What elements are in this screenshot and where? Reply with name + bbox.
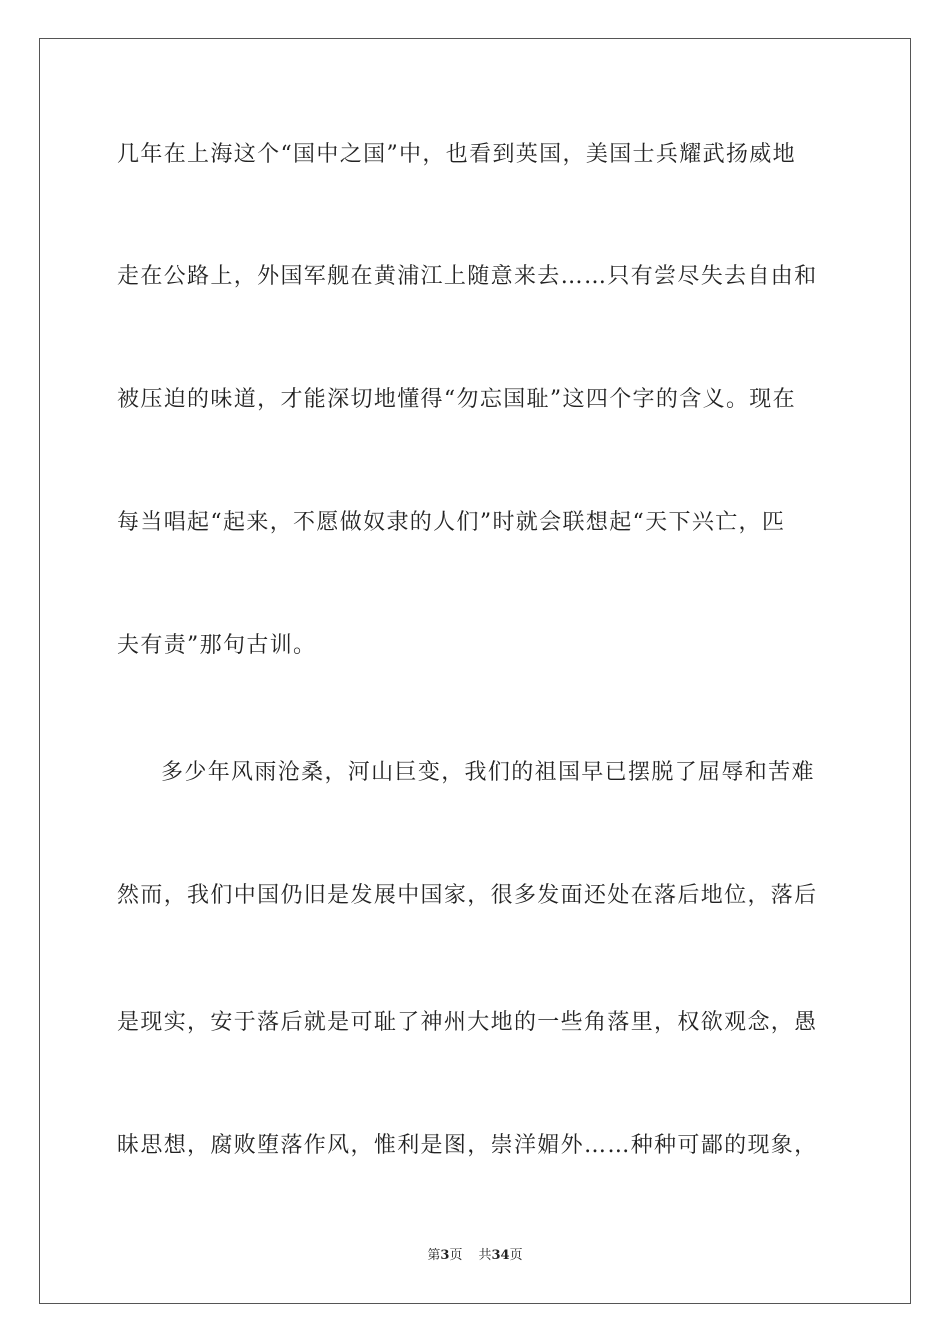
page-prefix: 第 (427, 1248, 441, 1263)
total-suffix: 页 (509, 1248, 523, 1263)
text-line-1: 几年在上海这个“国中之国”中，也看到英国，美国士兵耀武扬威地 (117, 142, 796, 167)
total-pages: 34 (491, 1248, 510, 1263)
text-line-7: 然而，我们中国仍旧是发展中国家，很多发面还处在落后地位，落后 (117, 883, 818, 908)
text-line-2: 走在公路上，外国军舰在黄浦江上随意来去……只有尝尽失去自由和 (117, 264, 818, 289)
page-border (39, 38, 911, 1304)
page-number: 3 (440, 1248, 450, 1263)
text-line-8: 是现实，安于落后就是可耻了神州大地的一些角落里，权欲观念，愚 (117, 1010, 818, 1035)
text-line-9: 昧思想，腐败堕落作风，惟利是图，崇洋媚外……种种可鄙的现象， (117, 1133, 818, 1158)
text-line-3: 被压迫的味道，才能深切地懂得“勿忘国耻”这四个字的含义。现在 (117, 387, 796, 412)
page-suffix: 页 (449, 1248, 463, 1263)
paragraph-2-line-1: 多少年风雨沧桑，河山巨变，我们的祖国早已摆脱了屈辱和苦难 (161, 760, 815, 785)
text-line-5: 夫有责”那句古训。 (117, 633, 317, 658)
text-line-4: 每当唱起“起来，不愿做奴隶的人们”时就会联想起“天下兴亡，匹 (117, 510, 786, 535)
total-prefix: 共 (478, 1248, 492, 1263)
page-footer (0, 1247, 950, 1265)
